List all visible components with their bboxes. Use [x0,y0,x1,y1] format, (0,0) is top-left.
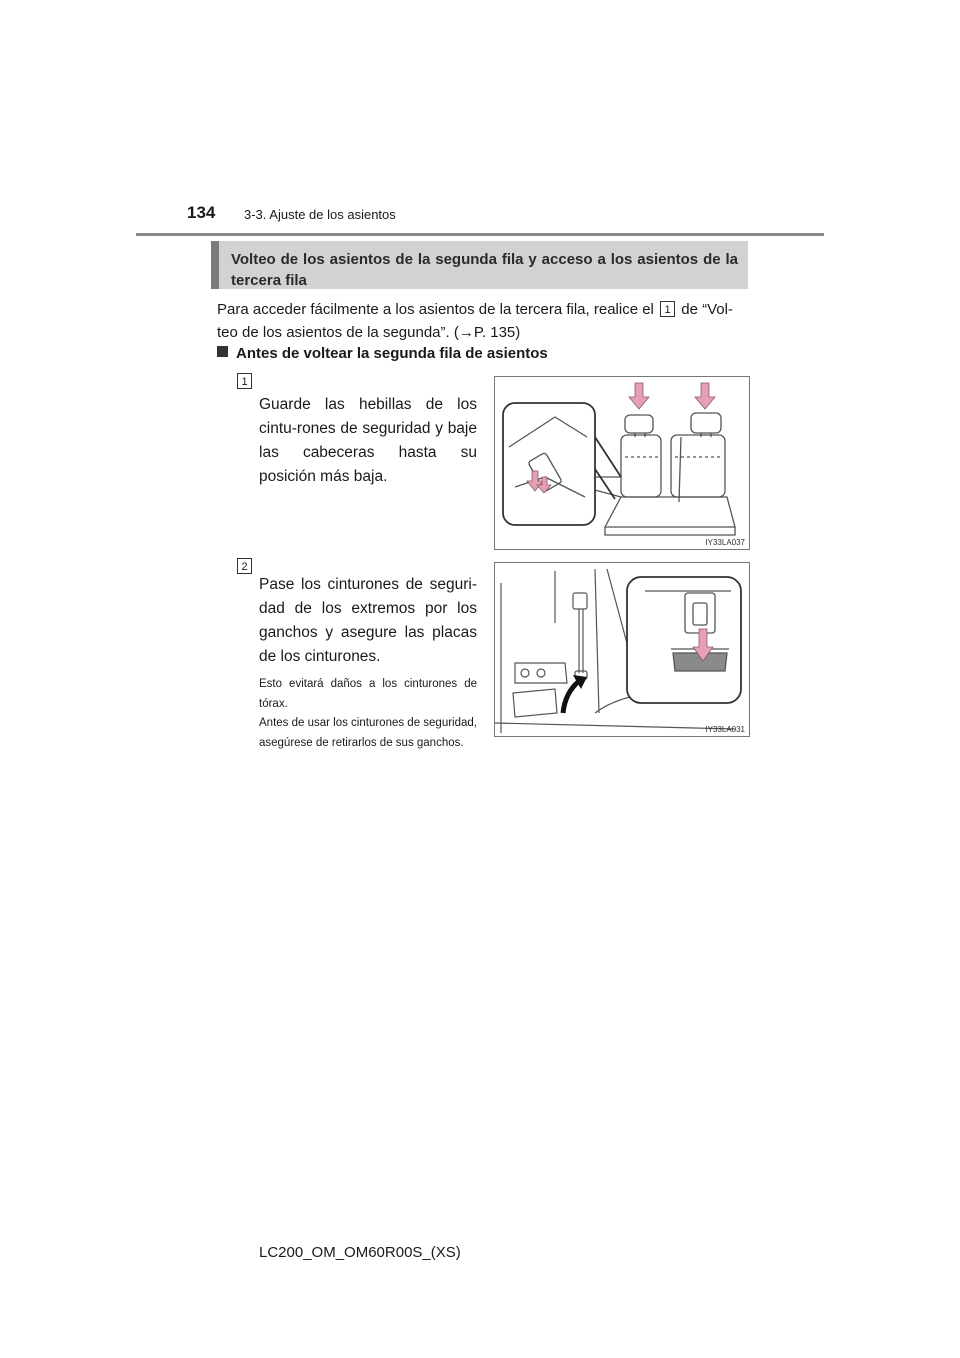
step-ref-badge: 1 [660,301,675,317]
section-title: Volteo de los asientos de la segunda fila y acceso a los asientos de la tercera fila [211,241,748,289]
step-2-note-2: Antes de usar los cinturones de seguridad, asegúrese de retirarlos de sus ganchos. [259,717,477,749]
step-2-note-1: Esto evitará daños a los cinturones de tórax. [259,678,477,710]
header-rule [136,233,824,236]
figure-2-code: IY33LA031 [705,725,745,734]
subheading [217,345,548,362]
step-1-text: Guarde las hebillas de los cintu-rones de seguridad y baje las cabeceras hasta su posición más baja. [259,396,477,485]
step-2-number: 2 [237,558,252,574]
belt-hook-illustration [495,563,749,736]
intro-text-before: Para acceder fácilmente a los asientos de la tercera fila, realice el [217,301,659,318]
figure-belt-hooks [494,562,750,737]
step-1-number: 1 [237,373,252,389]
footer-doc-code: LC200_OM_OM60R00S_(XS) [259,1244,461,1261]
section-label: 3-3. Ajuste de los asientos [244,207,396,222]
subheading-text: Antes de voltear la segunda fila de asientos [236,345,548,362]
figure-1-code: IY33LA037 [705,538,745,547]
step-2-text: Pase los cinturones de seguri-dad de los extremos por los ganchos y asegure las placas de los cinturones. [259,576,477,665]
figure-seats-headrests [494,376,750,550]
intro-paragraph [217,298,751,344]
page-number: 134 [187,203,216,222]
square-bullet-icon [217,346,228,357]
intro-text-after: de “Vol-teo de los asientos de la segunda”. (→P. 135) [217,301,733,341]
seat-illustration [495,377,749,549]
